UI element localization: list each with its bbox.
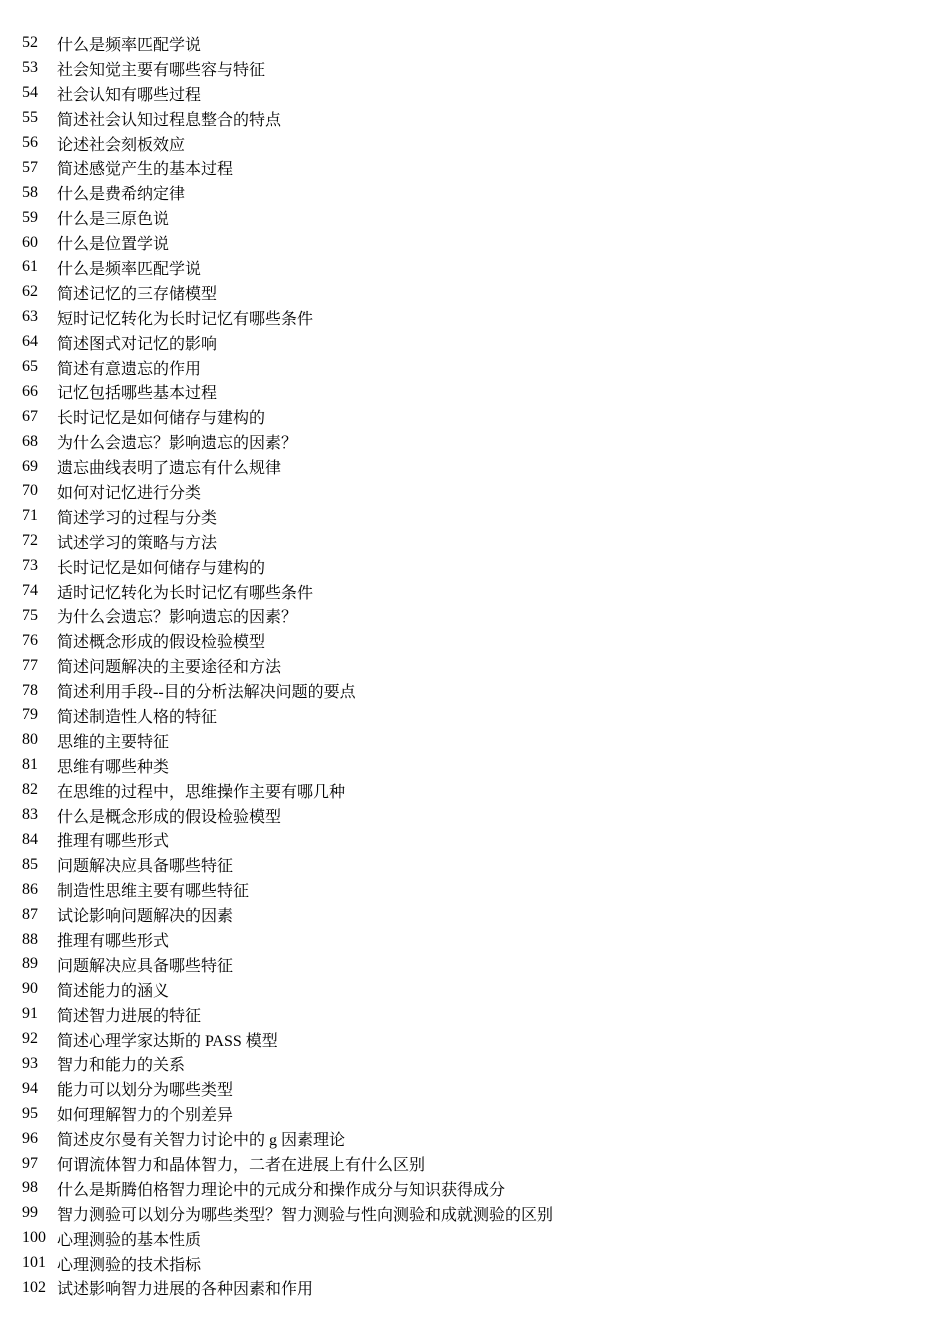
question-text: 为什么会遗忘？影响遗忘的因素？: [57, 435, 298, 453]
question-item: [22, 479, 553, 504]
question-number: 70: [22, 482, 38, 500]
question-number: 87: [22, 905, 38, 923]
question-number: 72: [22, 532, 38, 550]
question-number: 64: [22, 333, 38, 351]
question-item: [22, 902, 553, 927]
question-text: 简述感觉产生的基本过程: [57, 161, 234, 179]
question-item: [22, 753, 553, 778]
question-number: 65: [22, 358, 38, 376]
question-number: 79: [22, 706, 38, 724]
question-item: [22, 1052, 553, 1077]
question-number: 63: [22, 308, 38, 326]
question-text: 遗忘曲线表明了遗忘有什么规律: [57, 460, 282, 478]
question-item: [22, 803, 553, 828]
question-item: [22, 1176, 553, 1201]
question-number: 96: [22, 1129, 38, 1147]
question-text: 论述社会刻板效应: [57, 136, 186, 154]
question-text: 社会认知有哪些过程: [57, 86, 202, 104]
question-item: [22, 579, 553, 604]
question-number: 81: [22, 756, 38, 774]
question-item: [22, 603, 553, 628]
question-number: 85: [22, 855, 38, 873]
question-text: 什么是位置学说: [57, 236, 170, 254]
question-number: 80: [22, 731, 38, 749]
question-item: [22, 305, 553, 330]
question-text: 能力可以划分为哪些类型: [57, 1082, 234, 1100]
question-number: 89: [22, 955, 38, 973]
question-text: 推理有哪些形式: [57, 833, 170, 851]
question-item: [22, 828, 553, 853]
question-item: [22, 554, 553, 579]
question-text: 社会知觉主要有哪些容与特征: [57, 61, 266, 79]
question-text: 试述学习的策略与方法: [57, 534, 218, 552]
question-number: 71: [22, 507, 38, 525]
question-text: 简述智力进展的特征: [57, 1007, 202, 1025]
question-item: [22, 1027, 553, 1052]
question-item: [22, 255, 553, 280]
question-number: 54: [22, 84, 38, 102]
question-text: 简述有意遗忘的作用: [57, 360, 202, 378]
question-text: 简述概念形成的假设检验模型: [57, 634, 266, 652]
question-text: 简述能力的涵义: [57, 982, 170, 1000]
question-text: 什么是三原色说: [57, 211, 170, 229]
question-text: 试述影响智力进展的各种因素和作用: [57, 1281, 314, 1299]
question-item: [22, 429, 553, 454]
question-item: [22, 1226, 553, 1251]
question-item: [22, 728, 553, 753]
question-item: [22, 1151, 553, 1176]
question-text: 简述记忆的三存储模型: [57, 285, 218, 303]
question-text: 短时记忆转化为长时记忆有哪些条件: [57, 310, 314, 328]
question-item: [22, 1201, 553, 1226]
question-item: [22, 1126, 553, 1151]
question-number: 101: [22, 1254, 46, 1272]
question-text: 长时记忆是如何储存与建构的: [57, 559, 266, 577]
question-text: 简述社会认知过程息整合的特点: [57, 111, 282, 129]
question-number: 97: [22, 1154, 38, 1172]
question-item: [22, 56, 553, 81]
question-item: [22, 81, 553, 106]
question-list: [22, 31, 553, 1300]
question-number: 52: [22, 34, 38, 52]
question-item: [22, 330, 553, 355]
question-text: 什么是费希纳定律: [57, 186, 186, 204]
question-item: [22, 927, 553, 952]
question-text: 记忆包括哪些基本过程: [57, 385, 218, 403]
question-item: [22, 404, 553, 429]
question-number: 60: [22, 233, 38, 251]
question-item: [22, 952, 553, 977]
question-number: 76: [22, 631, 38, 649]
question-item: [22, 1002, 553, 1027]
question-number: 67: [22, 407, 38, 425]
question-text: 什么是频率匹配学说: [57, 260, 202, 278]
question-item: [22, 653, 553, 678]
question-number: 99: [22, 1204, 38, 1222]
question-text: 简述问题解决的主要途径和方法: [57, 659, 282, 677]
question-text: 制造性思维主要有哪些特征: [57, 883, 250, 901]
question-item: [22, 504, 553, 529]
question-item: [22, 529, 553, 554]
question-text: 如何对记忆进行分类: [57, 484, 202, 502]
question-number: 90: [22, 980, 38, 998]
question-number: 82: [22, 781, 38, 799]
question-number: 73: [22, 557, 38, 575]
question-number: 53: [22, 59, 38, 77]
question-text: 适时记忆转化为长时记忆有哪些条件: [57, 584, 314, 602]
question-text: 简述心理学家达斯的 PASS 模型: [57, 1032, 278, 1050]
question-text: 为什么会遗忘？影响遗忘的因素？: [57, 609, 298, 627]
question-item: [22, 778, 553, 803]
question-text: 试论影响问题解决的因素: [57, 908, 234, 926]
question-item: [22, 155, 553, 180]
question-item: [22, 106, 553, 131]
question-number: 102: [22, 1278, 46, 1296]
question-number: 78: [22, 681, 38, 699]
question-item: [22, 31, 553, 56]
question-text: 智力和能力的关系: [57, 1057, 186, 1075]
question-item: [22, 131, 553, 156]
question-number: 59: [22, 208, 38, 226]
question-number: 77: [22, 656, 38, 674]
question-number: 100: [22, 1229, 46, 1247]
question-number: 98: [22, 1179, 38, 1197]
question-text: 简述学习的过程与分类: [57, 509, 218, 527]
question-number: 83: [22, 806, 38, 824]
question-number: 62: [22, 283, 38, 301]
question-item: [22, 280, 553, 305]
question-number: 91: [22, 1005, 38, 1023]
question-text: 简述制造性人格的特征: [57, 708, 218, 726]
question-number: 61: [22, 258, 38, 276]
question-number: 56: [22, 134, 38, 151]
question-item: [22, 379, 553, 404]
question-number: 74: [22, 582, 38, 600]
question-text: 思维的主要特征: [57, 733, 170, 751]
question-item: [22, 1076, 553, 1101]
question-item: [22, 703, 553, 728]
question-text: 心理测验的基本性质: [57, 1231, 202, 1249]
question-number: 94: [22, 1079, 38, 1097]
question-item: [22, 852, 553, 877]
question-text: 什么是频率匹配学说: [57, 36, 202, 54]
question-number: 69: [22, 457, 38, 475]
question-text: 心理测验的技术指标: [57, 1256, 202, 1274]
question-number: 84: [22, 830, 38, 848]
question-number: 86: [22, 880, 38, 898]
question-text: 什么是概念形成的假设检验模型: [57, 808, 282, 826]
question-item: [22, 180, 553, 205]
question-text: 问题解决应具备哪些特征: [57, 957, 234, 975]
question-number: 75: [22, 606, 38, 624]
question-item: [22, 1276, 553, 1301]
question-item: [22, 678, 553, 703]
question-text: 长时记忆是如何储存与建构的: [57, 410, 266, 428]
question-number: 66: [22, 382, 38, 400]
question-item: [22, 1251, 553, 1276]
question-number: 95: [22, 1104, 38, 1122]
question-item: [22, 877, 553, 902]
question-text: 智力测验可以划分为哪些类型？智力测验与性向测验和成就测验的区别: [57, 1206, 554, 1224]
question-item: [22, 628, 553, 653]
question-text: 如何理解智力的个别差异: [57, 1107, 234, 1125]
question-text: 简述图式对记忆的影响: [57, 335, 218, 353]
question-number: 92: [22, 1030, 38, 1048]
question-text: 何谓流体智力和晶体智力，二者在进展上有什么区别: [57, 1157, 426, 1175]
question-text: 推理有哪些形式: [57, 933, 170, 950]
question-number: 55: [22, 109, 38, 127]
question-text: 思维有哪些种类: [57, 758, 170, 776]
question-item: [22, 454, 553, 479]
question-number: 68: [22, 432, 38, 450]
question-item: [22, 205, 553, 230]
question-number: 93: [22, 1054, 38, 1072]
question-text: 什么是斯腾伯格智力理论中的元成分和操作成分与知识获得成分: [57, 1181, 506, 1199]
question-text: 在思维的过程中，思维操作主要有哪几种: [57, 783, 346, 801]
question-text: 问题解决应具备哪些特征: [57, 858, 234, 876]
question-number: 88: [22, 930, 38, 948]
question-number: 58: [22, 183, 38, 201]
question-item: [22, 1101, 553, 1126]
question-item: [22, 977, 553, 1002]
question-text: 简述皮尔曼有关智力讨论中的 g 因素理论: [57, 1132, 346, 1150]
question-text: 简述利用手段--目的分析法解决问题的要点: [57, 684, 356, 702]
question-item: [22, 230, 553, 255]
question-number: 57: [22, 158, 38, 176]
question-item: [22, 355, 553, 380]
